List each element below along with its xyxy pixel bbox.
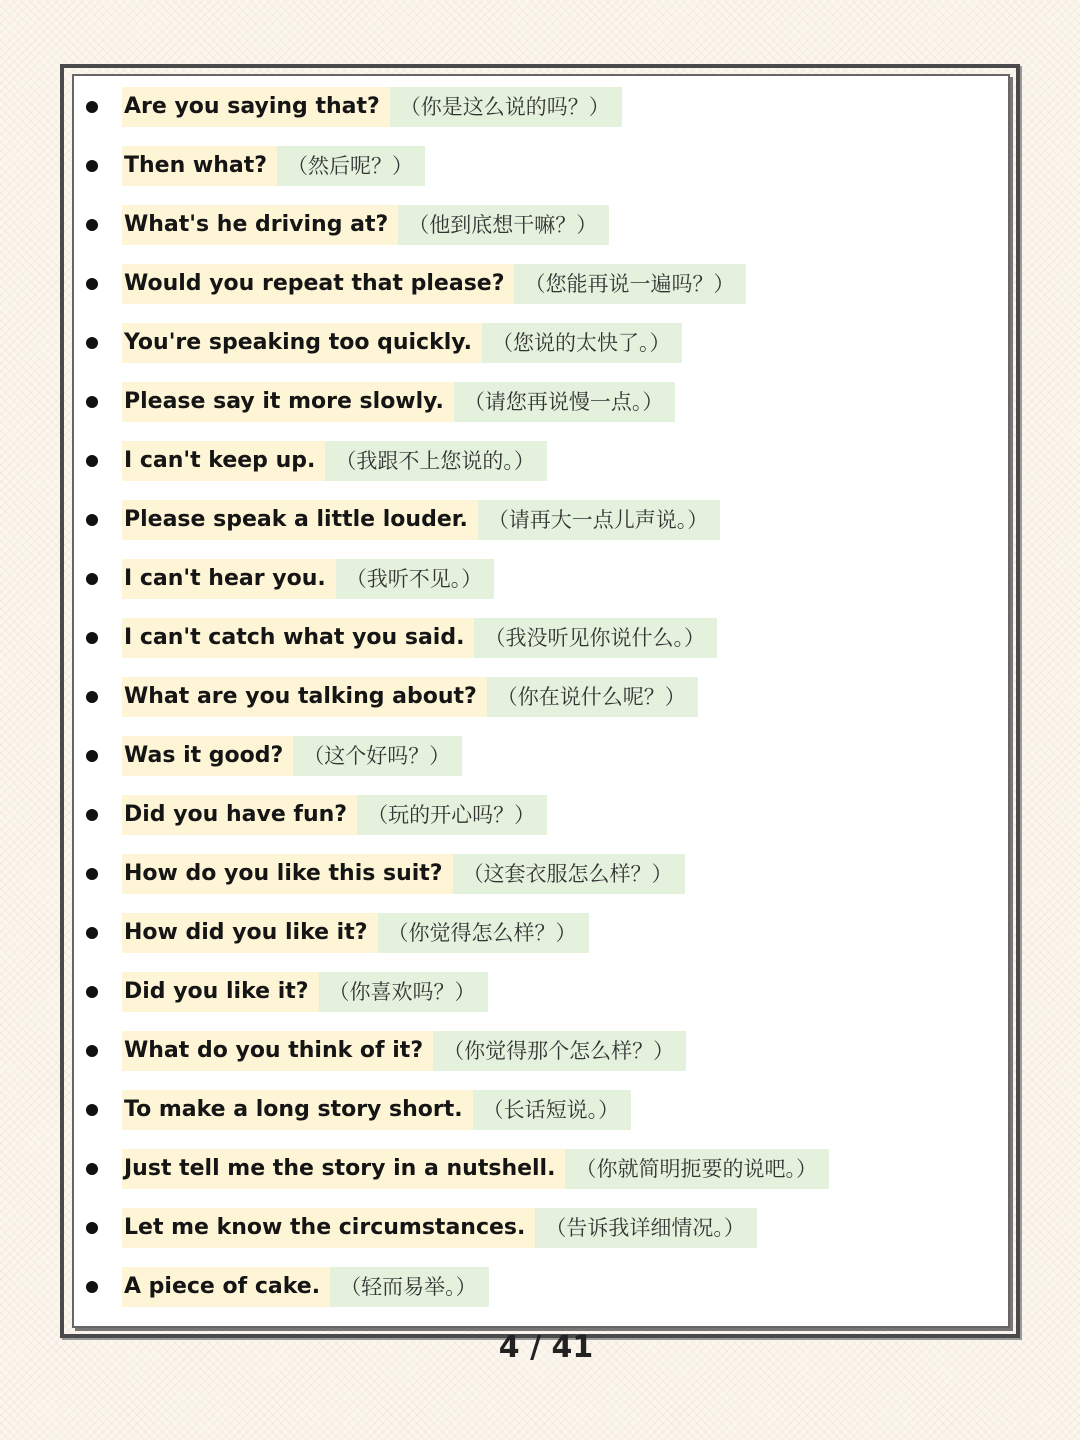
chinese-translation: （这个好吗？） [293,736,462,776]
bullet-icon [86,396,98,408]
chinese-translation: （告诉我详细情况。） [535,1208,757,1248]
english-phrase: I can't catch what you said. [122,618,474,658]
content-panel [72,74,1010,1328]
bullet-icon [86,1222,98,1234]
chinese-translation: （我听不见。） [336,559,495,599]
chinese-translation: （请您再说慢一点。） [454,382,676,422]
english-phrase: Did you have fun? [122,795,357,835]
bullet-icon [86,632,98,644]
english-phrase: I can't hear you. [122,559,336,599]
english-phrase: Please speak a little louder. [122,500,478,540]
english-phrase: How did you like it? [122,913,378,953]
chinese-translation: （您能再说一遍吗？） [514,264,746,304]
english-phrase: What are you talking about? [122,677,487,717]
chinese-translation: （你就简明扼要的说吧。） [565,1149,829,1189]
bullet-icon [86,750,98,762]
english-phrase: Then what? [122,146,277,186]
chinese-translation: （玩的开心吗？） [357,795,547,835]
chinese-translation: （然后呢？） [277,146,425,186]
bullet-icon [86,337,98,349]
chinese-translation: （我跟不上您说的。） [325,441,547,481]
bullet-icon [86,573,98,585]
bullet-icon [86,101,98,113]
chinese-translation: （请再大一点儿声说。） [478,500,721,540]
bullet-icon [86,514,98,526]
bullet-icon [86,1281,98,1293]
chinese-translation: （你喜欢吗？） [319,972,488,1012]
chinese-translation: （轻而易举。） [330,1267,489,1307]
english-phrase: To make a long story short. [122,1090,473,1130]
bullet-icon [86,278,98,290]
english-phrase: You're speaking too quickly. [122,323,482,363]
chinese-translation: （你觉得那个怎么样？） [433,1031,686,1071]
chinese-translation: （你觉得怎么样？） [378,913,589,953]
bullet-icon [86,160,98,172]
english-phrase: Did you like it? [122,972,319,1012]
english-phrase: A piece of cake. [122,1267,330,1307]
chinese-translation: （我没听见你说什么。） [474,618,717,658]
chinese-translation: （这套衣服怎么样？） [453,854,685,894]
bullet-icon [86,691,98,703]
bullet-icon [86,809,98,821]
bullet-icon [86,927,98,939]
bullet-icon [86,219,98,231]
chinese-translation: （他到底想干嘛？） [398,205,609,245]
english-phrase: Please say it more slowly. [122,382,454,422]
english-phrase: How do you like this suit? [122,854,453,894]
chinese-translation: （你是这么说的吗？） [390,87,622,127]
english-phrase: Let me know the circumstances. [122,1208,535,1248]
bullet-icon [86,455,98,467]
english-phrase: What do you think of it? [122,1031,433,1071]
page-frame [60,64,1020,1338]
bullet-icon [86,1045,98,1057]
bullet-icon [86,1163,98,1175]
page-number: 4 / 41 [498,1330,594,1365]
bullet-icon [86,868,98,880]
chinese-translation: （你在说什么呢？） [487,677,698,717]
bullet-icon [86,986,98,998]
english-phrase: Just tell me the story in a nutshell. [122,1149,565,1189]
chinese-translation: （您说的太快了。） [482,323,683,363]
english-phrase: Was it good? [122,736,293,776]
bullet-icon [86,1104,98,1116]
english-phrase: What's he driving at? [122,205,398,245]
chinese-translation: （长话短说。） [473,1090,632,1130]
english-phrase: I can't keep up. [122,441,325,481]
english-phrase: Are you saying that? [122,87,390,127]
english-phrase: Would you repeat that please? [122,264,514,304]
